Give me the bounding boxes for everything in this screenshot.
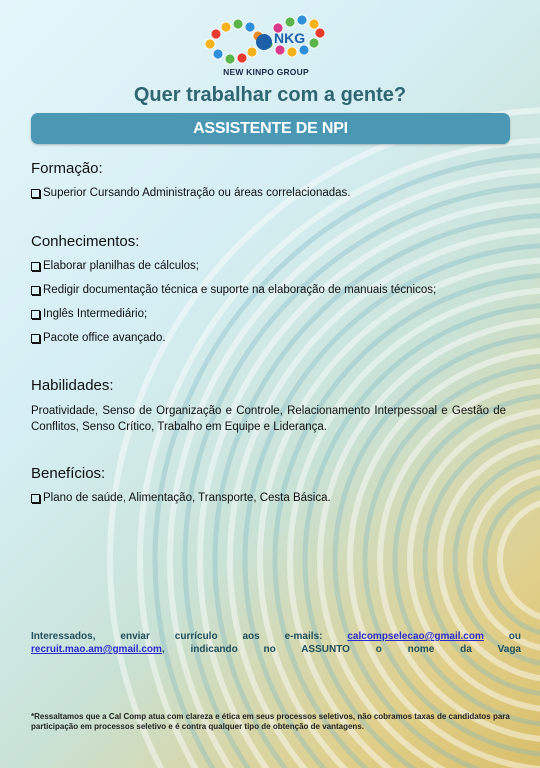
checkbox-bullet-icon	[31, 262, 40, 271]
habilidades-text: Proatividade, Senso de Organização e Controle, Relacionamento Interpessoal e Gestão de Conflitos, Senso Crítico, Trabalho em Equipe e Liderança.	[31, 405, 506, 433]
list-item: Inglês Intermediário;	[31, 308, 147, 320]
page-headline: Quer trabalhar com a gente?	[133, 84, 407, 106]
company-logo	[196, 14, 336, 80]
list-item: Plano de saúde, Alimentação, Transporte, Cesta Básica.	[31, 492, 331, 504]
email-link-recruit[interactable]: recruit.mao.am@gmail.com	[31, 644, 162, 655]
job-title-banner	[31, 113, 510, 144]
checkbox-bullet-icon	[31, 310, 40, 319]
contact-lead: Interessados, enviar currículo aos e-mails:	[31, 631, 323, 642]
email-link-calcomp[interactable]: calcompselecao@gmail.com	[347, 631, 484, 642]
list-item: Redigir documentação técnica e suporte na elaboração de manuais técnicos;	[31, 284, 436, 296]
logo-globe-icon	[256, 34, 272, 50]
checkbox-bullet-icon	[31, 286, 40, 295]
list-item: Pacote office avançado.	[31, 332, 166, 344]
company-name: NEW KINPO GROUP	[223, 67, 309, 77]
logo-brand: NKG	[274, 30, 306, 46]
disclaimer-note: *Ressaltamos que a Cal Comp atua com clareza e ética em seus processos seletivos, não cobramos taxas de candidatos para participação em processos seletivo e é contra qualquer tipo de obtenção de vantagens.	[31, 712, 510, 731]
job-title: ASSISTENTE DE NPI	[193, 119, 348, 137]
list-item: Elaborar planilhas de cálculos;	[31, 260, 199, 272]
contact-or: ou	[508, 631, 521, 642]
section-heading-beneficios: Benefícios:	[31, 465, 106, 482]
contact-info	[31, 630, 521, 656]
section-heading-habilidades: Habilidades:	[31, 377, 114, 394]
checkbox-bullet-icon	[31, 494, 40, 503]
checkbox-bullet-icon	[31, 334, 40, 343]
contact-tail: , indicando no ASSUNTO o nome da Vaga	[161, 644, 521, 655]
section-heading-conhecimentos: Conhecimentos:	[31, 233, 140, 250]
section-heading-formacao: Formação:	[31, 160, 103, 177]
checkbox-bullet-icon	[31, 189, 40, 198]
list-item: Superior Cursando Administração ou áreas correlacionadas.	[31, 187, 350, 199]
logo-ring-graphic	[196, 14, 336, 68]
